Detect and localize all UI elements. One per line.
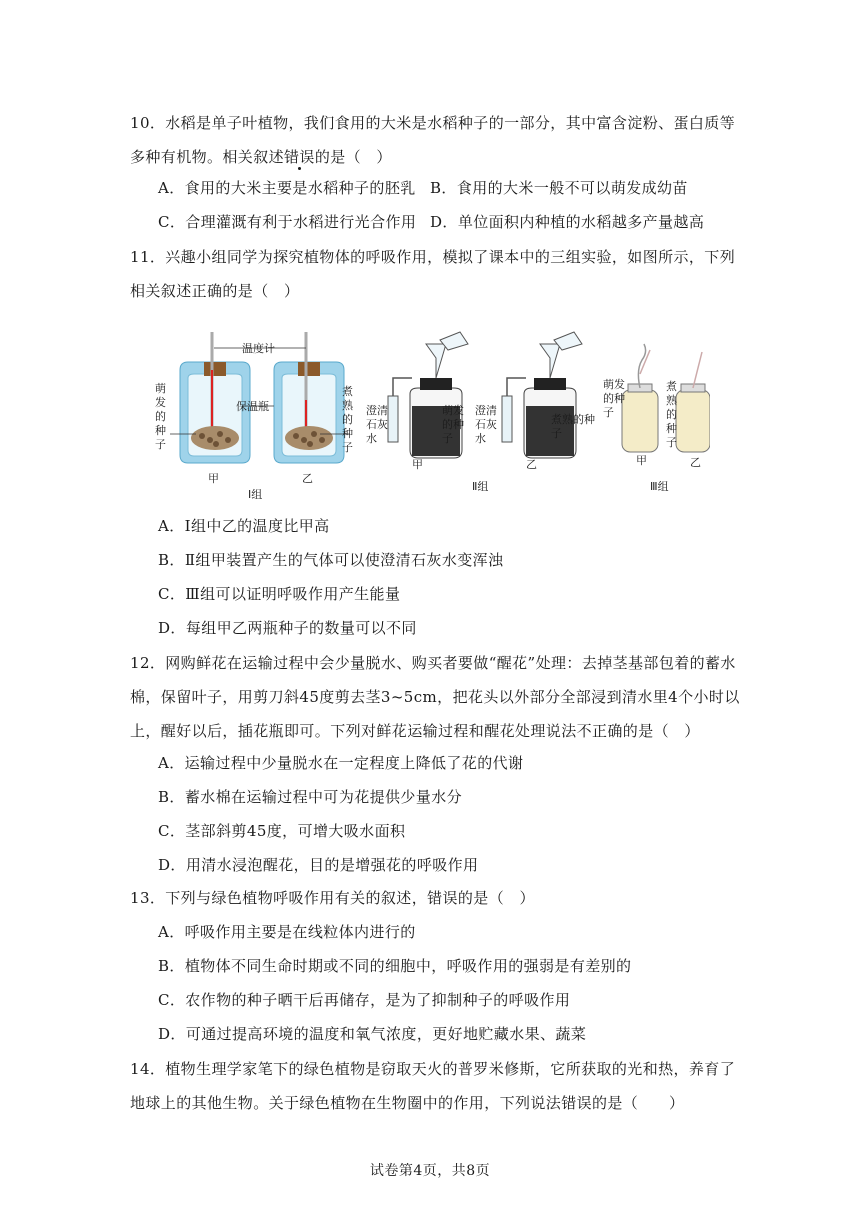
q10-stem-tail: 的是（ ） bbox=[314, 148, 392, 166]
group1-thermos-yi bbox=[274, 332, 344, 463]
q12-option-b: B．蓄水棉在运输过程中可为花提供少量水分 bbox=[158, 788, 463, 806]
g3-label-yi: 乙 bbox=[690, 456, 701, 469]
q10-option-a: A．食用的大米主要是水稻种子的胚乳 bbox=[158, 179, 416, 197]
fig-label-boiled-g1: 煮熟的种子 bbox=[342, 385, 353, 454]
q13-option-c: C．农作物的种子晒干后再储存，是为了抑制种子的呼吸作用 bbox=[158, 991, 571, 1009]
q13-option-d: D．可通过提高环境的温度和氧气浓度，更好地贮藏水果、蔬菜 bbox=[158, 1025, 587, 1043]
fig-label-sprouting-g3: 萌发的种子 bbox=[603, 378, 625, 419]
q12-option-a: A．运输过程中少量脱水在一定程度上降低了花的代谢 bbox=[158, 754, 524, 772]
group1-label: Ⅰ组 bbox=[248, 488, 263, 500]
group3-jar-jia bbox=[622, 344, 658, 452]
question-12-stem: 12．网购鲜花在运输过程中会少量脱水、购买者要做“醒花”处理：去掉茎基部包着的蓄水棉，保留叶子，用剪刀斜45度剪去茎3~5cm，把花头以外部分全部浸到清水里4个小时以上，醒好以后，插花瓶即可。下列对鲜花运输过程和醒花处理说法不正确的是（ ） bbox=[130, 654, 740, 740]
g1-label-yi: 乙 bbox=[302, 472, 313, 485]
g1-label-jia: 甲 bbox=[208, 472, 219, 485]
page-footer: 试卷第4页，共8页 bbox=[369, 1163, 491, 1179]
q10-option-d: D．单位面积内种植的水稻越多产量越高 bbox=[430, 213, 705, 231]
fig-label-boiled-g3: 煮熟的种子 bbox=[666, 380, 677, 449]
fig-label-limewater-yi: 澄清石灰水 bbox=[475, 404, 497, 445]
q10-option-c: C．合理灌溉有利于水稻进行光合作用 bbox=[158, 213, 417, 231]
g2-label-yi: 乙 bbox=[526, 458, 537, 471]
question-13-stem: 13．下列与绿色植物呼吸作用有关的叙述，错误的是（ ） bbox=[130, 889, 535, 907]
group2-label: Ⅱ组 bbox=[472, 480, 489, 493]
q10-option-b: B．食用的大米一般不可以萌发成幼苗 bbox=[430, 179, 688, 197]
q13-option-b: B．植物体不同生命时期或不同的细胞中，呼吸作用的强弱是有差别的 bbox=[158, 957, 632, 975]
q11-option-b: B．Ⅱ组甲装置产生的气体可以使澄清石灰水变浑浊 bbox=[158, 551, 504, 569]
fig-label-sprouting-g1: 萌发的种子 bbox=[155, 382, 166, 451]
group3-label: Ⅲ组 bbox=[650, 480, 669, 493]
fig-label-sprouting-g2: 萌发的种子 bbox=[442, 404, 464, 445]
q12-option-c: C．茎部斜剪45度，可增大吸水面积 bbox=[158, 822, 406, 840]
q11-option-a: A．Ⅰ组中乙的温度比甲高 bbox=[158, 517, 330, 535]
question-11-stem: 11．兴趣小组同学为探究植物体的呼吸作用，模拟了课本中的三组实验，如图所示，下列相关叙述正确的是（ ） bbox=[130, 248, 736, 300]
label-thermometer: 温度计 bbox=[242, 342, 275, 355]
g2-label-jia: 甲 bbox=[412, 458, 423, 471]
q10-emphasis: 错误 bbox=[284, 148, 315, 166]
fig-label-limewater-jia: 澄清石灰水 bbox=[366, 404, 388, 445]
group3-jar-yi bbox=[676, 352, 710, 452]
g3-label-jia: 甲 bbox=[636, 454, 647, 467]
group1-thermos-jia bbox=[180, 332, 250, 463]
question-14-stem: 14．植物生理学家笔下的绿色植物是窃取天火的普罗米修斯，它所获取的光和热，养育了地球上的其他生物。关于绿色植物在生物圈中的作用，下列说法错误的是（ ） bbox=[130, 1060, 736, 1112]
q12-option-d: D．用清水浸泡醒花，目的是增强花的呼吸作用 bbox=[158, 856, 479, 874]
question-10-stem bbox=[130, 106, 740, 174]
q11-option-c: C．Ⅲ组可以证明呼吸作用产生能量 bbox=[158, 585, 401, 603]
q11-option-d: D．每组甲乙两瓶种子的数量可以不同 bbox=[158, 619, 417, 637]
q10-stem-text: 10．水稻是单子叶植物，我们食用的大米是水稻种子的一部分，其中富含淀粉、蛋白质等多种有机物。相关叙述 bbox=[130, 114, 736, 166]
label-thermos: 保温瓶 bbox=[236, 400, 269, 413]
q13-option-a: A．呼吸作用主要是在线粒体内进行的 bbox=[158, 923, 416, 941]
fig-label-boiled-g2: 煮熟的种子 bbox=[551, 413, 595, 440]
